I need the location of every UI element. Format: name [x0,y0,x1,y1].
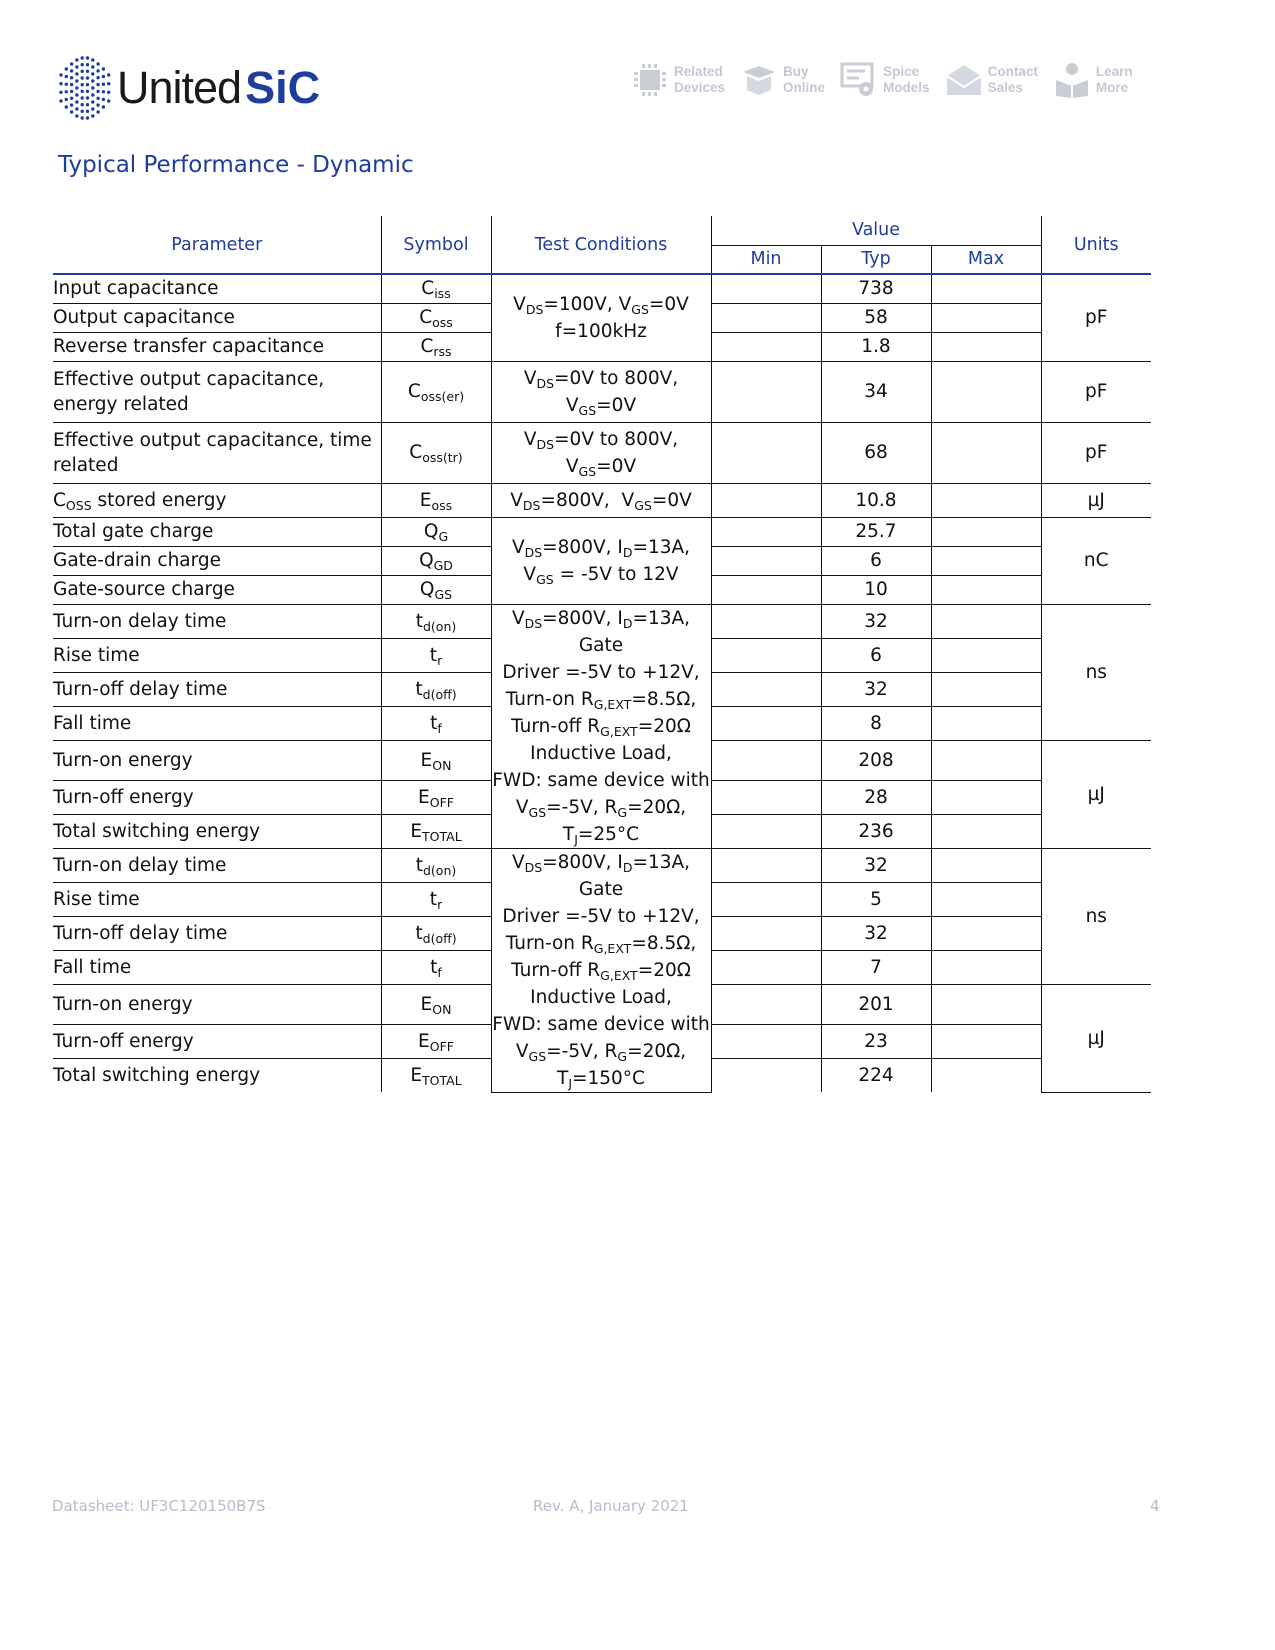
contact-sales-label: Contact Sales [987,64,1038,95]
typ-cell: 32 [821,672,931,706]
gear-icon [839,60,879,100]
symbol-cell: $E_{TOTAL}$ [381,814,491,848]
symbol-cell: $C_{iss}$ [381,274,491,303]
min-cell [711,604,821,638]
symbol-cell: $t_f$ [381,950,491,984]
parameter-cell: Turn-on delay time [53,848,381,882]
max-cell [931,361,1041,422]
top-links [630,58,1147,102]
test-conditions-cell: $V_{DS}=0V$ to 800V, $V_{GS}=0V$ [491,422,711,483]
parameter-cell: Rise time [53,882,381,916]
min-cell [711,546,821,575]
min-cell [711,780,821,814]
typ-cell: 34 [821,361,931,422]
max-cell [931,274,1041,303]
related-devices-label: Related Devices [674,64,726,95]
buy-online-label: Buy Online [783,64,826,95]
test-conditions-cell: $V_{DS}=100V$, $V_{GS}=0V$ f=100kHz [491,274,711,361]
parameter-cell: Turn-on energy [53,740,381,780]
learn-more-label: Learn More [1095,64,1133,95]
parameter-cell: Turn-on energy [53,984,381,1024]
symbol-cell: $Q_G$ [381,517,491,546]
min-cell [711,706,821,740]
typ-cell: 6 [821,546,931,575]
min-cell [711,575,821,604]
parameter-cell: Turn-off delay time [53,672,381,706]
max-cell [931,882,1041,916]
symbol-cell: $t_f$ [381,706,491,740]
min-cell [711,638,821,672]
max-cell [931,303,1041,332]
table-row [53,483,1151,517]
header-value: Value [711,216,1041,245]
table-row [53,422,1151,483]
reader-icon [1052,60,1092,100]
header-symbol: Symbol [381,216,491,274]
header-parameter: Parameter [53,216,381,274]
min-cell [711,1024,821,1058]
parameter-cell: Turn-off delay time [53,916,381,950]
box-icon [739,60,779,100]
min-cell [711,303,821,332]
min-cell [711,274,821,303]
symbol-cell: $Q_{GS}$ [381,575,491,604]
logo-dot-mark-icon [58,55,113,121]
max-cell [931,422,1041,483]
typ-cell: 7 [821,950,931,984]
header-min: Min [711,245,821,274]
min-cell [711,848,821,882]
symbol-cell: $t_r$ [381,638,491,672]
typ-cell: 10.8 [821,483,931,517]
footer-page-number: 4 [1150,1497,1160,1515]
parameter-cell: Total switching energy [53,814,381,848]
max-cell [931,916,1041,950]
table-row [53,604,1151,638]
units-cell: nC [1041,517,1151,604]
test-conditions-cell: $V_{DS}=800V$, $I_D=13A$, $V_{GS} = -5V$ to 12V [491,517,711,604]
table-row [53,848,1151,882]
max-cell [931,780,1041,814]
typ-cell: 68 [821,422,931,483]
max-cell [931,706,1041,740]
table-body [53,274,1151,1092]
max-cell [931,517,1041,546]
max-cell [931,848,1041,882]
typ-cell: 201 [821,984,931,1024]
min-cell [711,984,821,1024]
parameter-cell: Turn-on delay time [53,604,381,638]
test-conditions-cell: $V_{DS}=800V$, $I_D=13A$, Gate Driver =-5V to +12V, Turn-on $R_{G,EXT}=8.5\Omega$, Turn-off $R_{G,EXT}=20\Omega$ Inductive Load, FWD: same device with $V_{GS}=-5V$, $R_G=20\Omega$, $T_J=25^\circ C$ [491,604,711,848]
max-cell [931,1024,1041,1058]
mail-icon [944,60,984,100]
typ-cell: 58 [821,303,931,332]
typ-cell: 1.8 [821,332,931,361]
max-cell [931,546,1041,575]
footer-datasheet-id: Datasheet: UF3C120150B7S [52,1497,266,1515]
parameter-cell: Reverse transfer capacitance [53,332,381,361]
typ-cell: 8 [821,706,931,740]
symbol-cell: $t_{d(off)}$ [381,672,491,706]
parameter-cell: Input capacitance [53,274,381,303]
symbol-cell: $t_{d(off)}$ [381,916,491,950]
units-cell: µJ [1041,740,1151,848]
max-cell [931,814,1041,848]
header-typ: Typ [821,245,931,274]
max-cell [931,575,1041,604]
typ-cell: 32 [821,916,931,950]
parameter-cell: Gate-source charge [53,575,381,604]
parameter-cell: Turn-off energy [53,780,381,814]
typ-cell: 738 [821,274,931,303]
section-title: Typical Performance - Dynamic [58,152,414,178]
min-cell [711,1058,821,1092]
units-cell: pF [1041,361,1151,422]
header-units: Units [1041,216,1151,274]
units-cell: µJ [1041,984,1151,1092]
table-row [53,517,1151,546]
typ-cell: 5 [821,882,931,916]
table-row [53,361,1151,422]
max-cell [931,672,1041,706]
parameter-cell: Effective output capacitance, energy related [53,361,381,422]
header-test-conditions: Test Conditions [491,216,711,274]
typ-cell: 32 [821,604,931,638]
units-cell: pF [1041,422,1151,483]
max-cell [931,483,1041,517]
related-devices-link[interactable] [630,58,725,102]
footer-revision: Rev. A, January 2021 [533,1497,689,1515]
units-cell: µJ [1041,483,1151,517]
test-conditions-cell: $V_{DS}=0V$ to 800V, $V_{GS}=0V$ [491,361,711,422]
parameter-cell: Turn-off energy [53,1024,381,1058]
min-cell [711,950,821,984]
max-cell [931,638,1041,672]
symbol-cell: $E_{ON}$ [381,984,491,1024]
learn-more-link[interactable] [1052,58,1133,102]
typ-cell: 224 [821,1058,931,1092]
units-cell: pF [1041,274,1151,361]
max-cell [931,604,1041,638]
units-cell: ns [1041,604,1151,740]
min-cell [711,740,821,780]
buy-online-link[interactable] [739,58,825,102]
chip-icon [630,60,670,100]
min-cell [711,814,821,848]
logo-wordmark: UnitedSiC [117,62,321,113]
max-cell [931,1058,1041,1092]
symbol-cell: $C_{oss}$ [381,303,491,332]
symbol-cell: $t_{d(on)}$ [381,604,491,638]
symbol-cell: $E_{TOTAL}$ [381,1058,491,1092]
typ-cell: 25.7 [821,517,931,546]
symbol-cell: $Q_{GD}$ [381,546,491,575]
symbol-cell: $t_{d(on)}$ [381,848,491,882]
spice-models-link[interactable] [839,58,930,102]
table-row [53,274,1151,303]
parameter-cell: $C_{OSS}$ stored energy [53,483,381,517]
min-cell [711,916,821,950]
symbol-cell: $C_{oss(tr)}$ [381,422,491,483]
parameter-cell: Fall time [53,950,381,984]
unitedsic-logo [58,52,320,124]
min-cell [711,483,821,517]
test-conditions-cell: $V_{DS}=800V$, $V_{GS}=0V$ [491,483,711,517]
parameter-cell: Effective output capacitance, time related [53,422,381,483]
typ-cell: 6 [821,638,931,672]
min-cell [711,882,821,916]
min-cell [711,517,821,546]
symbol-cell: $E_{OFF}$ [381,780,491,814]
symbol-cell: $E_{OFF}$ [381,1024,491,1058]
max-cell [931,984,1041,1024]
parameter-cell: Gate-drain charge [53,546,381,575]
units-cell: ns [1041,848,1151,984]
typ-cell: 10 [821,575,931,604]
min-cell [711,361,821,422]
symbol-cell: $C_{oss(er)}$ [381,361,491,422]
test-conditions-cell: $V_{DS}=800V$, $I_D=13A$, Gate Driver =-5V to +12V, Turn-on $R_{G,EXT}=8.5\Omega$, Turn-off $R_{G,EXT}=20\Omega$ Inductive Load, FWD: same device with $V_{GS}=-5V$, $R_G=20\Omega$, $T_J=150^\circ C$ [491,848,711,1092]
spice-models-label: Spice Models [883,64,930,95]
parameter-cell: Output capacitance [53,303,381,332]
typ-cell: 23 [821,1024,931,1058]
parameter-cell: Rise time [53,638,381,672]
min-cell [711,672,821,706]
max-cell [931,332,1041,361]
contact-sales-link[interactable] [944,58,1038,102]
parameter-cell: Total gate charge [53,517,381,546]
symbol-cell: $E_{oss}$ [381,483,491,517]
header-max: Max [931,245,1041,274]
typ-cell: 236 [821,814,931,848]
typ-cell: 208 [821,740,931,780]
max-cell [931,740,1041,780]
symbol-cell: $t_r$ [381,882,491,916]
symbol-cell: $C_{rss}$ [381,332,491,361]
dynamic-performance-table [53,216,1151,1093]
typ-cell: 28 [821,780,931,814]
min-cell [711,332,821,361]
min-cell [711,422,821,483]
symbol-cell: $E_{ON}$ [381,740,491,780]
max-cell [931,950,1041,984]
parameter-cell: Fall time [53,706,381,740]
parameter-cell: Total switching energy [53,1058,381,1092]
typ-cell: 32 [821,848,931,882]
